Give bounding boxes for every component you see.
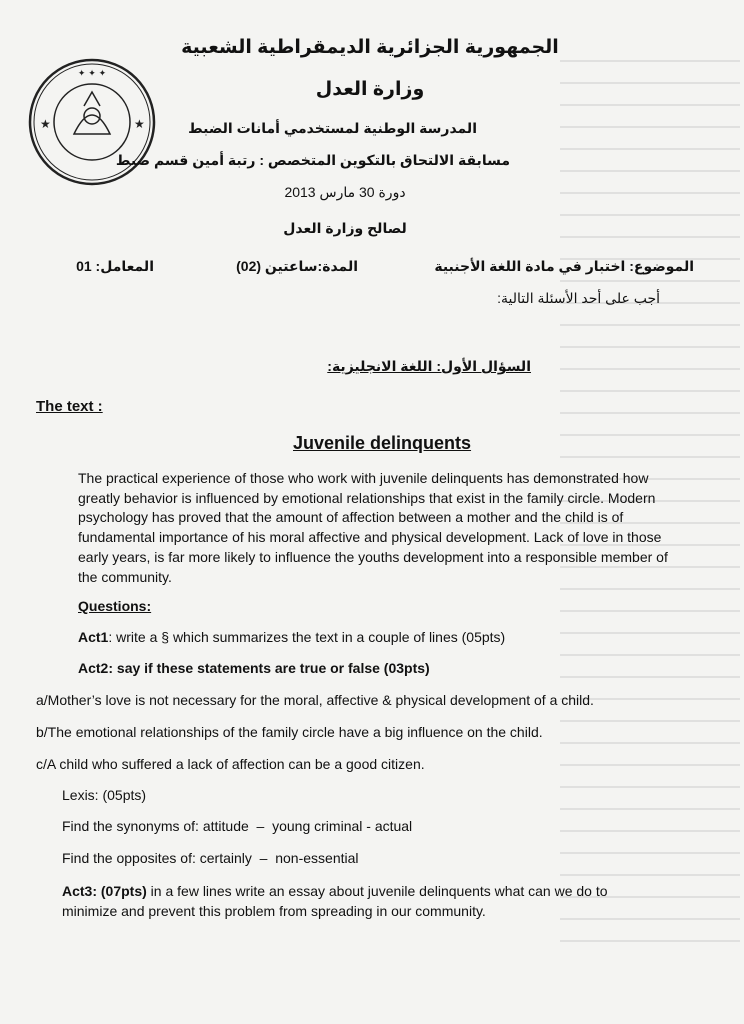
act2-line [78,660,430,676]
svg-text:★: ★ [40,117,51,131]
act1-text: : write a § which summarizes the text in a couple of lines (05pts) [108,629,506,645]
svg-text:✦ ✦ ✦: ✦ ✦ ✦ [77,69,107,79]
republic-title: الجمهورية الجزائرية الديمقراطية الشعبية [181,37,559,58]
act3-line [62,881,662,921]
exam-instruction: أجب على أحد الأسئلة التالية: [497,290,660,306]
act1-line [78,629,505,645]
text-label: The text : [36,398,103,415]
exam-coefficient: المعامل: 01 [76,258,154,274]
session-date: دورة 30 مارس 2013 [284,184,406,200]
statement-a: a/Mother’s love is not necessary for the moral, affective & physical development of a child. [36,692,594,708]
svg-text:★: ★ [134,117,145,131]
school-name: المدرسة الوطنية لمستخدمي أمانات الضبط [188,120,477,136]
act3-text: in a few lines write an essay about juvenile delinquents what can we do to minimize and prevent this problem from spreading in our community. [62,883,608,919]
questions-heading: Questions: [78,598,152,614]
contest-title: مسابقة الالتحاق بالتكوين المتخصص : رتبة أمين قسم ضبط [115,152,510,168]
exam-duration: المدة:ساعتين (02) [236,258,358,274]
statement-c: c/A child who suffered a lack of affection can be a good citizen. [36,756,425,772]
statement-b: b/The emotional relationships of the family circle have a big influence on the child. [36,724,543,740]
act2-text: : say if these statements are true or false (03pts) [108,660,430,676]
section-heading: السؤال الأول: اللغة الانجليزية: [327,358,531,374]
exam-subject: الموضوع: اختبار في مادة اللغة الأجنبية [434,258,694,274]
act1-label: Act1 [78,629,109,645]
lexis-heading: Lexis: (05pts) [62,787,147,803]
act3-label: Act3: (07pts) [62,883,147,899]
act2-label: Act2 [78,660,109,676]
synonyms-line: Find the synonyms of: attitude – young criminal - actual [62,818,413,834]
ministry-title: وزارة العدل [315,79,425,100]
opposites-line: Find the opposites of: certainly – non-essential [62,850,359,866]
passage-body: The practical experience of those who work with juvenile delinquents has demonstrated how greatly behavior is influenced by emotional relationships that exist in the family circle. Modern psychology has proved that the amount of affection between a mother and the child is of fundamental importance of his moral affective and physical development. Lack of love in those early years, is far more likely to influence the youths development into a responsible member of the community. [78,470,668,585]
beneficiary: لصالح وزارة العدل [283,220,407,236]
passage-title: Juvenile delinquents [293,433,472,453]
